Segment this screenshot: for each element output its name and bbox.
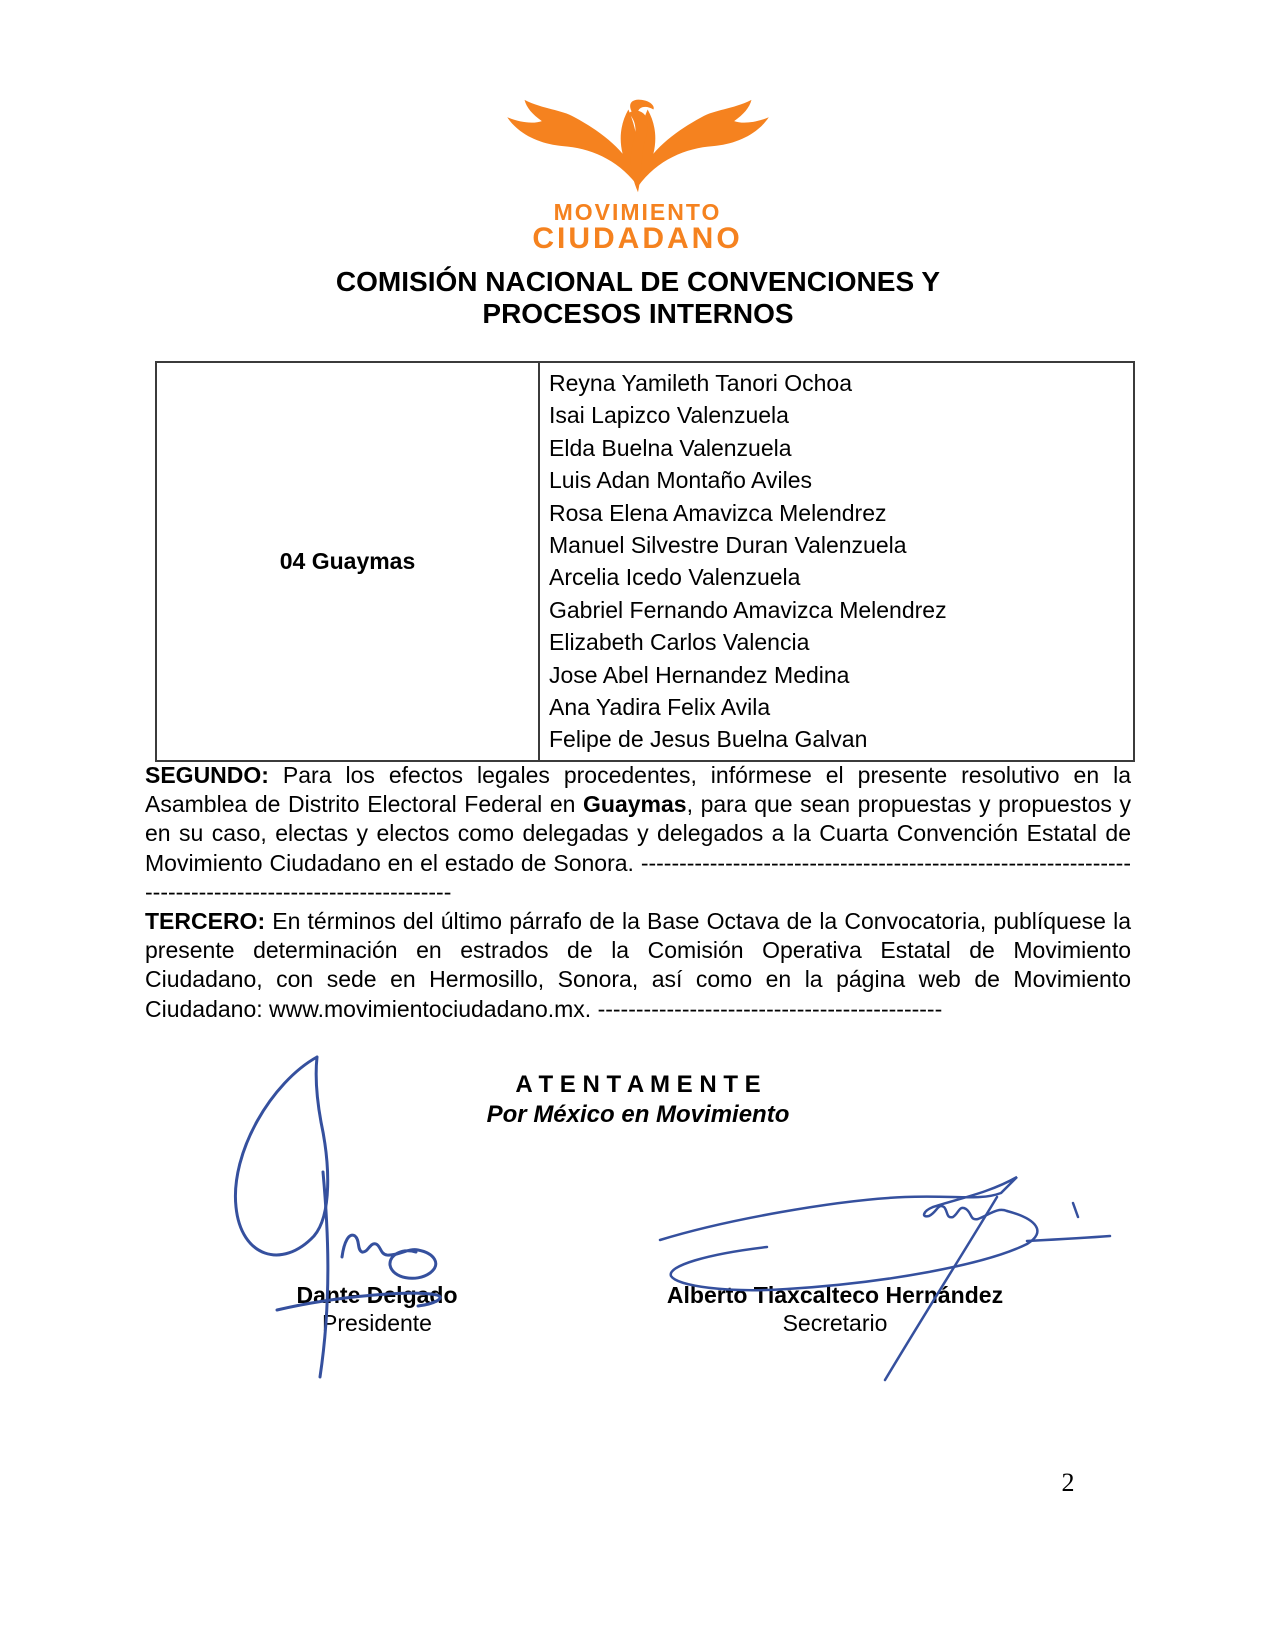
motto-text: Por México en Movimiento — [486, 1101, 790, 1128]
names-cell — [539, 362, 1134, 761]
text-segment: Guaymas — [583, 791, 687, 818]
brand-line-ciudadano: CIUDADANO — [532, 222, 743, 255]
list-item: Jose Abel Hernandez Medina — [549, 661, 850, 688]
signatory-name: Alberto Tlaxcalteco Hernández — [666, 1282, 1004, 1308]
list-item: Reyna Yamileth Tanori Ochoa — [549, 370, 853, 396]
text-segment: Para los efectos legales procedentes, infórmese el presente resolutivo en la Asamblea de Distrito Electoral Federal en — [145, 762, 1131, 818]
text-segment: TERCERO: — [145, 908, 266, 935]
list-item: Rosa Elena Amavizca Melendrez — [549, 499, 887, 526]
paragraph-segundo — [145, 761, 1131, 907]
names-list — [549, 367, 1125, 756]
delegates-table — [155, 361, 1135, 762]
signatory-role: Secretario — [782, 1310, 888, 1336]
text-segment: En términos del último párrafo de la Base Octava de la Convocatoria, publíquese la presente determinación en estrados de la Comisión Operativa Estatal de Movimiento Ciudadano, con sede en Hermosillo, Sonora, así como en la página web de Movimiento Ciudadano: www.movimientociudadano.mx. — [145, 908, 1131, 1022]
text-segment: , para que sean propuestas y propuestos y en su caso, electas y electos como delegadas y delegados a la Cuarta Convención Estatal de Movimiento Ciudadano en el estado de Sonora. — [145, 791, 1131, 876]
signature-alberto-tlaxcalteco-icon — [645, 1135, 1115, 1395]
list-item: Manuel Silvestre Duran Valenzuela — [549, 532, 907, 559]
body-text — [145, 761, 1131, 1024]
signatory-dante — [217, 1281, 537, 1337]
signatory-alberto — [620, 1281, 1050, 1337]
list-item: Luis Adan Montaño Aviles — [549, 467, 812, 494]
logo-block — [0, 98, 1275, 254]
text-segment: SEGUNDO: — [145, 762, 269, 788]
table-row — [156, 362, 1134, 761]
text-segment: -------------------------------------------------------------------------------------------------------- — [145, 849, 1131, 905]
list-item: Arcelia Icedo Valenzuela — [549, 564, 801, 591]
closing-block — [145, 1070, 1131, 1130]
brand-line-movimiento: MOVIMIENTO — [553, 199, 722, 225]
signatory-name: Dante Delgado — [296, 1282, 458, 1308]
page-number: 2 — [1061, 1468, 1075, 1497]
list-item: Felipe de Jesus Buelna Galvan — [549, 726, 868, 753]
list-item: Gabriel Fernando Amavizca Melendrez — [549, 596, 947, 623]
signatory-role: Presidente — [322, 1310, 432, 1336]
list-item: Elizabeth Carlos Valencia — [549, 629, 810, 656]
title-line-2: PROCESOS INTERNOS — [482, 298, 794, 329]
atentamente-text: A T E N T A M E N T E — [515, 1071, 761, 1098]
eagle-logo-icon — [503, 98, 773, 198]
text-segment: --------------------------------------------- — [597, 995, 943, 1022]
document-title — [145, 266, 1131, 330]
paragraph-tercero — [145, 907, 1131, 1024]
district-cell: 04 Guaymas — [156, 362, 539, 761]
list-item: Ana Yadira Felix Avila — [549, 694, 771, 721]
list-item: Elda Buelna Valenzuela — [549, 434, 792, 461]
title-line-1: COMISIÓN NACIONAL DE CONVENCIONES Y — [335, 266, 941, 297]
list-item: Isai Lapizco Valenzuela — [549, 402, 789, 429]
